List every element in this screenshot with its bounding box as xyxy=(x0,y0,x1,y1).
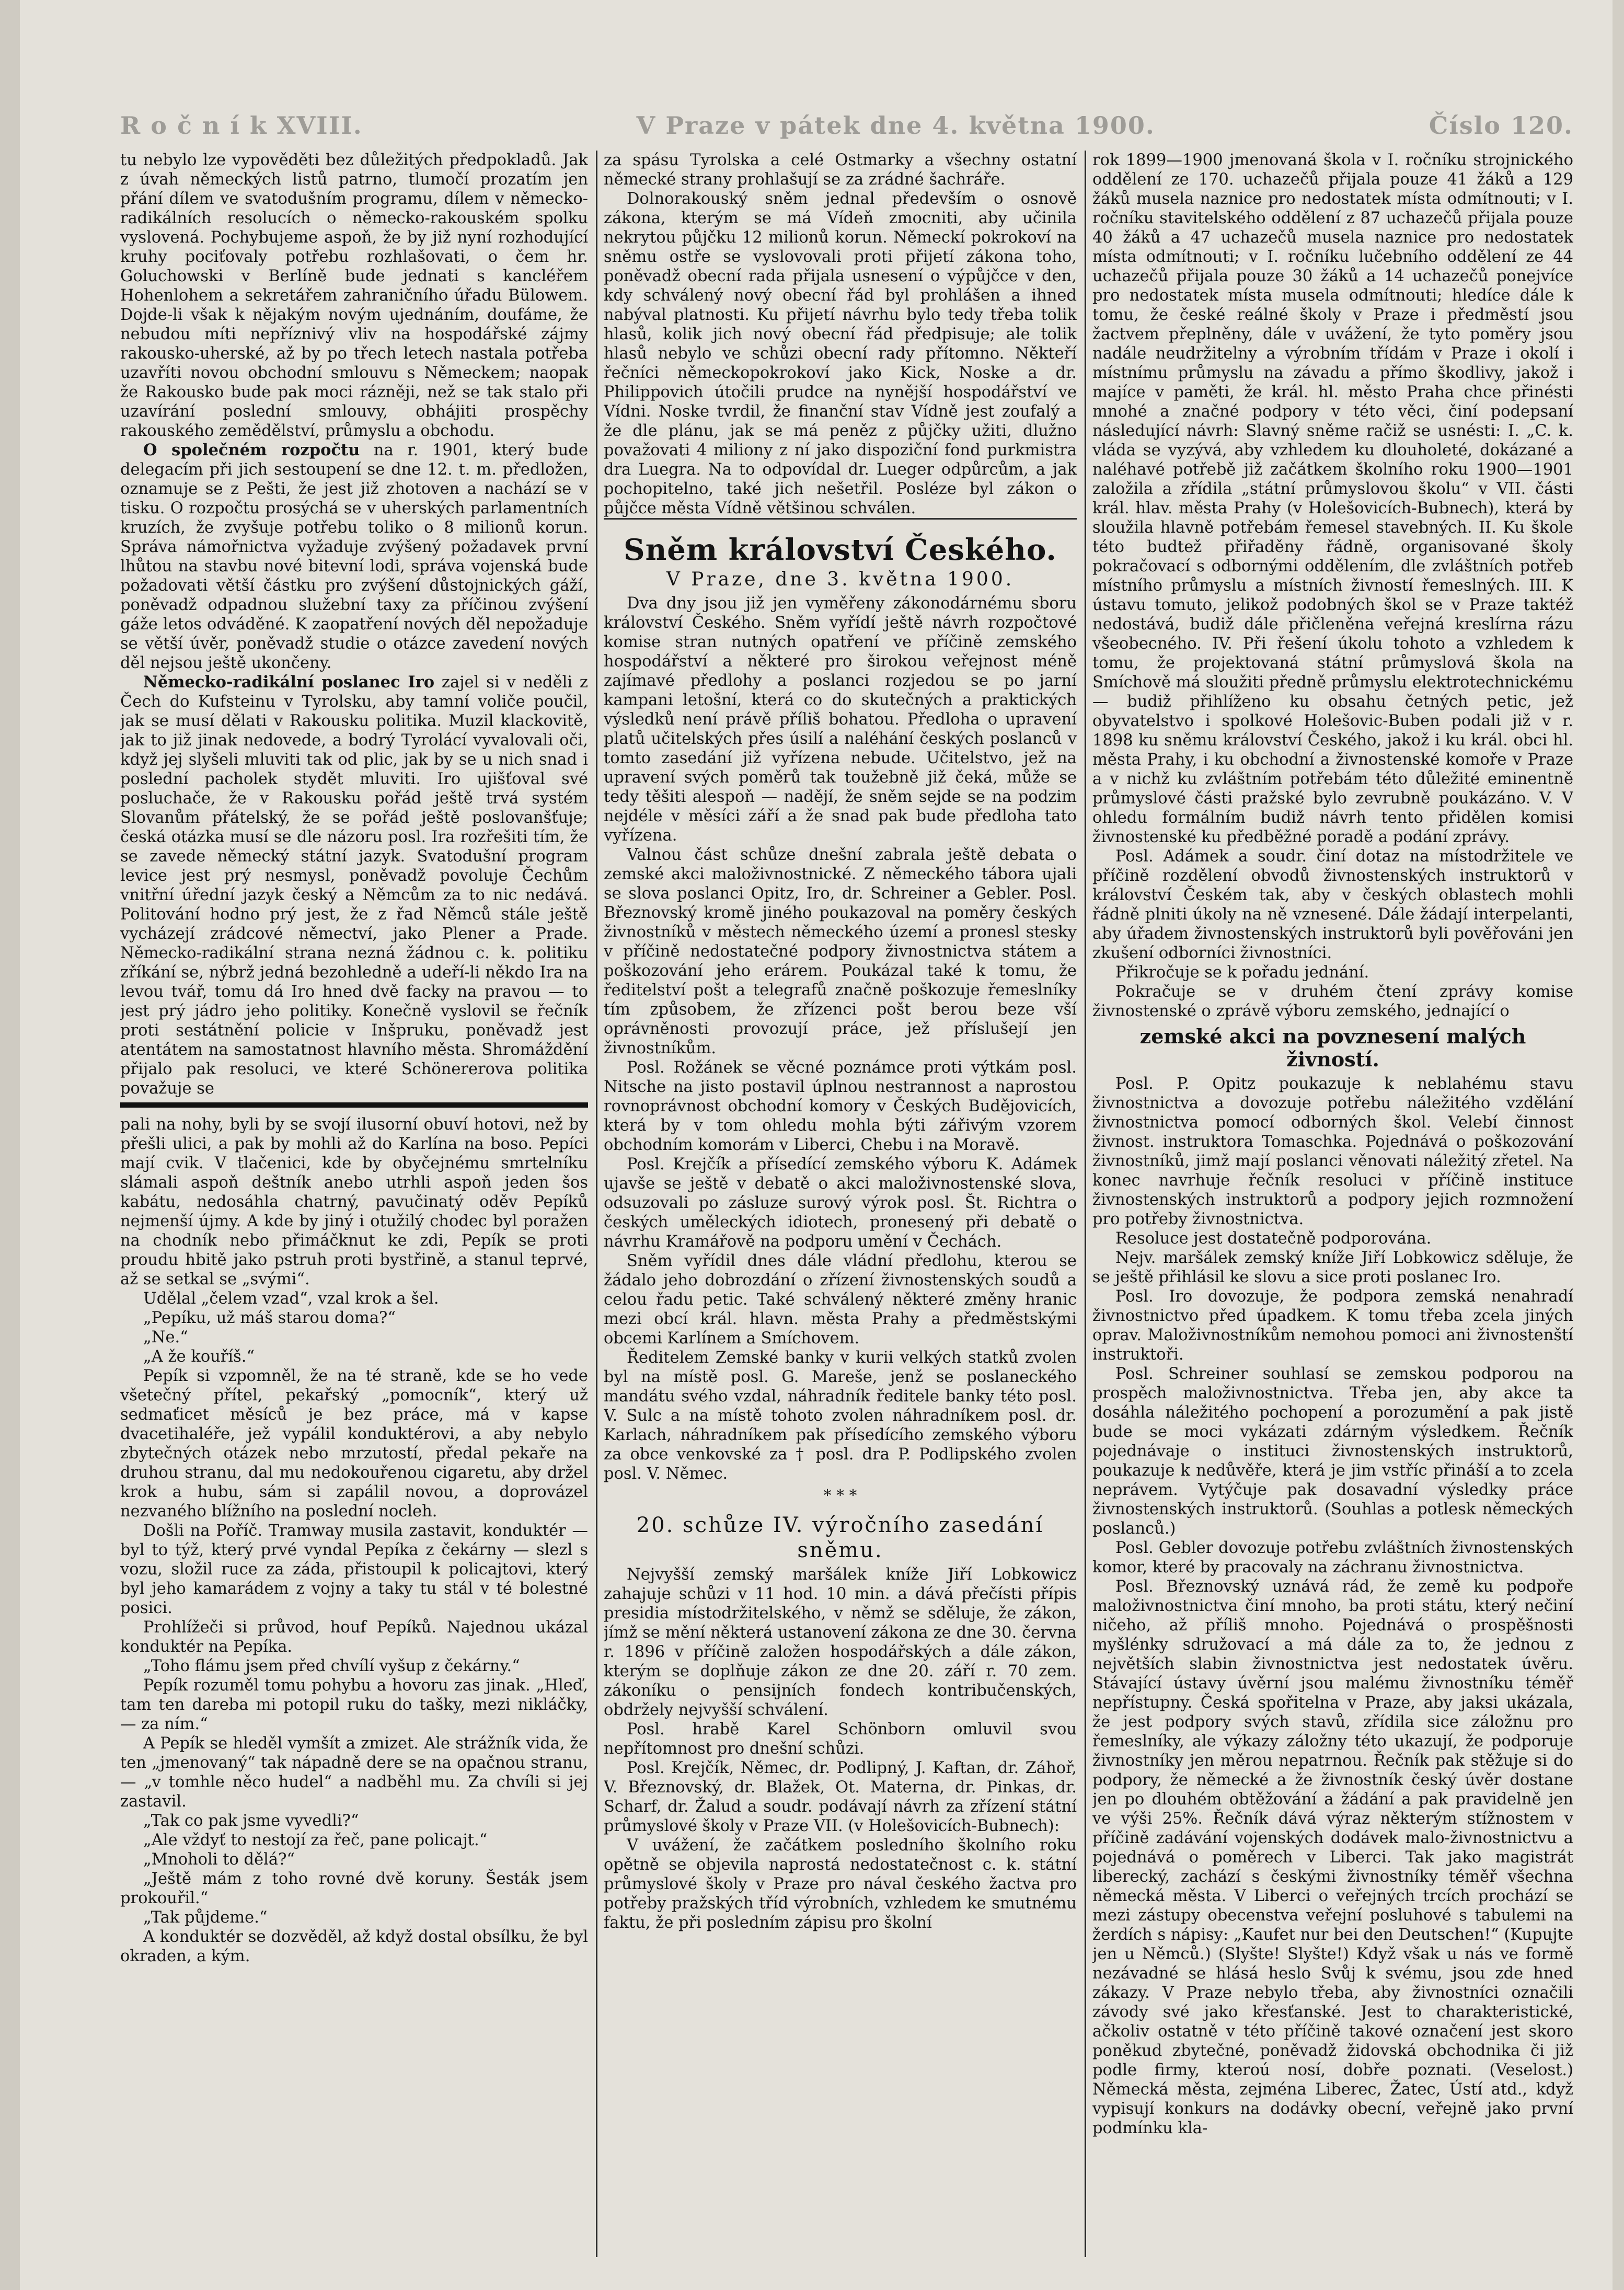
dialogue-line: „Toho flámu jsem před chvílí vyšup z čekárny.“ xyxy=(143,1657,520,1675)
paragraph: Dolnorakouský sněm jednal především o osnově zákona, kterým se má Vídeň zmocniti, aby učinila nekrytou půjčku 12 milionů korun. Německí pokrokoví na sněmu ostře se vyslovovali proti přijetí zákona toho, poněvadž obecní rada přijala usnesení o výpůjčce v den, kdy schválený nový obecní řád byl prohlášen a ihned nabýval platnosti. Ku přijetí návrhu bylo tedy třeba tolik hlasů, kolik jich nový obecní řád předpisuje; ale tolik hlasů nebylo ve schůzi obecní rady přítomno. Někteří řečníci německopokrokoví jako Kick, Noske a dr. Philippovich útočili prudce na nynější hospodářství ve Vídni. Noske tvrdil, že finanční stav Vídně jest zoufalý a že dle plánu, jak se má peněz z půjčky užiti, dlužno považovati 4 miliony z ní jako dispoziční fond purkmistra dra Luegra. Na to odpovídal dr. Lueger odpůrcům, a jak pochopitelno, také jich nešetřil. Posléze byl zákon o půjčce města Vídně většinou schválen. xyxy=(604,190,1077,517)
paragraph: Posl. Rožánek se věcné poznámce proti výtkám posl. Nitsche na jisto postavil úplnou nestrannost a naprostou rovnoprávnost obchodní komory v Českých Budějovicích, která by v tom ohledu mohla býti zářivým vzorem obchodním komorám v Liberci, Chebu i na Moravě. xyxy=(604,1058,1077,1154)
paragraph: Posl. Krejčík, Němec, dr. Podlipný, J. Kaftan, dr. Záhoř, V. Březnovský, dr. Blažek, Ot. Materna, dr. Pinkas, dr. Scharf, dr. Žalud a soudr. podávají návrh za zřízení státní průmyslové školy v Praze VII. (v Holešovicích-Bubnech): xyxy=(604,1759,1077,1835)
paragraph: Valnou část schůze dnešní zabrala ještě debata o zemské akci maloživnostnické. Z německého tábora ujali se slova poslanci Opitz, Iro, dr. Schreiner a Gebler. Posl. Březnovský kromě jiného poukazoval na poměry českých živnostníků v městech německého území a pronesl stesky v příčině nedostatečné podpory živnostnictva státem a poškozování jeho erárem. Poukázal také k tomu, že ředitelství pošt a telegrafů značně poškozuje řemeslníky tím způsobem, že zřízenci pošt berou beze vší oprávněnosti provozují práce, jež příslušejí jen živnostníkům. xyxy=(604,846,1077,1057)
paragraph: Ředitelem Zemské banky v kurii velkých statků zvolen byl na místě posl. G. Mareše, jenž se poslaneckého mandátu svého vzdal, náhradník ředitele banky této posl. V. Sulc a na místě tohoto zvolen náhradníkem posl. dr. Karlach, náhradníkem pak přísedícího zemského výboru za obce venkovské za † posl. dra P. Podlipského zvolen posl. V. Němec. xyxy=(604,1349,1077,1483)
paragraph: Pepík si vzpomněl, že na té straně, kde se ho vede všetečný přítel, pekařský „pomocník“, který už sedmaťicet měsíců je bez práce, má v kapse dvacetihaléře, jež vypálil konduktérovi, a aby nebylo zbytečných otázek nebo mrzutostí, předal pekaře na druhou stranu, dal mu nedokouřenou cigaretu, aby držel krok a hubu, sám si zapálil novou, a doprovázel nezvaného blížního na poslední nocleh. xyxy=(120,1367,588,1521)
paragraph: Přikročuje se k pořadu jednání. xyxy=(1115,963,1369,982)
dialogue-line: „Tak půjdeme.“ xyxy=(143,1908,268,1927)
paragraph: Posl. P. Opitz poukazuje k neblahému stavu živnostnictva a dovozuje potřebu náležitého vzdělání živnostnictva pomocí odborných škol. Velebí činnost živnost. instruktora Tomaschka. Pojednává o poškozování živnostníků, jimž mají poslanci věnovati náležitý zřetel. Na konec navrhuje řečník resoluci v příčině instituce živnostenských instruktorů a podpory jejich rozmnožení pro potřeby živnostnictva. xyxy=(1092,1075,1573,1228)
dialogue-line: „Ještě mám z toho rovné dvě koruny. Šesták jsem prokouřil.“ xyxy=(120,1870,588,1907)
feuilleton-divider xyxy=(120,1102,588,1108)
paragraph: Posl. Krejčík a přísedící zemského výboru K. Adámek ujavše se ještě v debatě o akci maloživnostenské slova, odsuzovali po zásluze surový výrok posl. Št. Richtra o českých uměleckých idiotech, pronesený při debatě o návrhu Kramářově na podporu umění v Čechách. xyxy=(604,1155,1077,1251)
section-headline: Sněm království Českého. xyxy=(624,533,1057,567)
session-heading: 20. schůze IV. výročního zasedání sněmu. xyxy=(636,1513,1044,1562)
paragraph: Posl. Gebler dovozuje potřebu zvláštních živnostenských komor, které by pracovaly na záchranu živnostnictva. xyxy=(1092,1539,1573,1576)
paragraph: Posl. Schreiner souhlasí se zemskou podporou na prospěch maloživnostnictva. Třeba jen, aby akce ta dosáhla náležitého pochopení a porozumění a pak jistě bude se moci vykázati zdárným výsledkem. Řečník pojednávaje o instituci živnostenských instruktorů, poukazuje k nedůvěře, která je jim vstříc přináší a to zcela neprávem. Vytýčuje pak dosavadní výsledky práce živnostenských instruktorů. (Souhlas a potlesk německých poslanců.) xyxy=(1092,1365,1573,1538)
paragraph: Nejvyšší zemský maršálek kníže Jiří Lobkowicz zahajuje schůzi v 11 hod. 10 min. a dává přečísti přípis presidia místodržitelského, v němž se sděluje, že zákon, jímž se mění některá ustanovení zákona ze dne 30. června r. 1896 v příčině založen hospodářských a dále zákon, kterým se doplňuje zákon ze dne 20. září r. 70 zem. zákoníku o pensijních fondech kontribučenských, obdržely nejvyšší schválení. xyxy=(604,1566,1077,1719)
column-rule xyxy=(1085,151,1086,2257)
paragraph: Prohlížeči si průvod, houf Pepíků. Najednou ukázal konduktér na Pepíka. xyxy=(120,1618,588,1656)
scan-right-edge xyxy=(1613,0,1624,2290)
column-3 xyxy=(1092,151,1573,2257)
paragraph: za spásu Tyrolska a celé Ostmarky a všechny ostatní německé strany prohlašují se za zrádné šachráře. xyxy=(604,151,1077,189)
column-1 xyxy=(120,151,588,2257)
paragraph: A Pepík se hleděl vymšít a zmizet. Ale strážník vida, že ten „jmenovaný“ tak nápadně dere se na opačnou stranu, — „v tomhle něco hudel“ a nadběhl mu. Za chvíli si jej zastavil. xyxy=(120,1734,588,1811)
dialogue-line: Udělal „čelem vzad“, vzal krok a šel. xyxy=(143,1290,439,1308)
paragraph: Došli na Poříč. Tramway musila zastavit, konduktér — byl to týž, který prvé vyndal Pepíka z čekárny — slezl s vozu, složil ruce za záda, přistoupil k policajtovi, který byl jeho kamarádem z vojny a taky tu stál v té bolestné posici. xyxy=(120,1522,588,1617)
scan-left-edge xyxy=(0,0,20,2290)
dialogue-line: „Ne.“ xyxy=(143,1328,188,1347)
section-stars: * * * xyxy=(823,1487,857,1505)
paragraph: Posl. hrabě Karel Schönborn omluvil svou nepřítomnost pro dnešní schůzi. xyxy=(604,1720,1077,1758)
subheading: zemské akci na povznesení malých živností. xyxy=(1139,1025,1526,1071)
paragraph-iro xyxy=(120,673,588,1098)
dialogue-line: „Mnoholi to dělá?“ xyxy=(143,1850,295,1869)
column-rule xyxy=(596,151,597,2257)
dialogue-line: „Ale vždyť to nestojí za řeč, pane policajt.“ xyxy=(143,1831,488,1849)
paragraph: Pepík rozuměl tomu pohybu a hovoru zas jinak. „Hleď, tam ten dareba mi potopil ruku do tašky, mezi nikláčky, — za ním.“ xyxy=(120,1676,588,1733)
running-head xyxy=(120,105,1573,146)
dateline: V Praze, dne 3. května 1900. xyxy=(666,569,1015,590)
section-divider xyxy=(604,518,1077,520)
paragraph-budget xyxy=(120,441,588,673)
paragraph-lead: O společném rozpočtu xyxy=(143,441,360,459)
newspaper-page xyxy=(120,105,1573,2258)
paragraph: rok 1899—1900 jmenovaná škola v I. ročníku strojnického oddělení ze 170. uchazečů přijala pouze 41 žáků a 129 žáků musela naznice pro nedostatek místa odmítnouti; v I. ročníku stavitelského oddělení z 87 uchazečů přijala pouze 40 žáků a 47 uchazečů musela naznice pro nedostatek místa odmítnouti; v I. ročníku lučebního oddělení ze 44 uchazečů přijala pouze 30 žáků a 14 uchazečů ponejvíce pro nedostatek místa musela odmítnouti; hledíce dále k tomu, že české reálné školy v Praze i předměstí jsou žactvem přeplněny, dále v uvážení, že tyto poměry jsou nadále neudržitelny a výrobním třídám v Praze i okolí i místnímu průmyslu na závadu a přímo škodlivy, jakož i majíce v paměti, že král. hl. město Praha chce přinésti mnohé a značné podpory v této věci, činí podepsaní následující návrh: Slavný sněme račiž se usnésti: I. „C. k. vláda se vyzývá, aby vzhledem ku dlouholeté, dokázané a naléhavé potřebě již začátkem školního roku 1900—1901 založila a zřídila „státní průmyslovou školu“ v VII. části král. hlav. města Prahy (v Holešovicích-Bubnech), která by sloužila hlavně potřebám řemesel stavebných. II. Ku škole této budtež přiřaděny řádně, organisované školy pokračovací s odbornými oddělením, dle zvláštních potřeb místního průmyslu a místních živností řemeslných. III. K ústavu tomuto, jelikož podobných škol se v Praze taktéž nedostává, budiž dále přičleněna veřejná kreslírna rázu všeobecného. IV. Při řešení úkolu tohoto a vzhledem k tomu, že projektovaná státní průmyslová škola na Smíchově má sloužiti předně průmyslu elektrotechnickému — budiž přihlíženo ku obsahu četných petic, jež obyvatelstvo i spolkové Holešovic-Buben podali již v r. 1898 ku sněmu království Českého, jakož i ku král. obci hl. města Prahy, i ku obchodní a živnostenské komoře v Praze a v nichž ku zvláštním potřebám této důležité eminentně průmyslové části pražské bylo zevrubně poukázáno. V. V ohledu formálním budiž návrh tento přidělen komisi živnostenské ku předběžné poradě a podání zprávy. xyxy=(1092,151,1573,846)
dialogue-line: „Tak co pak jsme vyvedli?“ xyxy=(143,1812,359,1830)
dialogue-line: „A že kouříš.“ xyxy=(143,1348,255,1366)
paragraph: Nejv. maršálek zemský kníže Jiří Lobkowicz sděluje, že se ještě přihlásil ke slovu a sice proti poslanec Iro. xyxy=(1092,1249,1573,1286)
volume-label: R o č n í k XVIII. xyxy=(120,111,363,140)
paragraph-text: zajel si v neděli z Čech do Kufsteinu v Tyrolsku, aby tamní voliče poučil, jak se musí dělati v Rakousku politika. Muzil klackovitě, jak to již jinak nedovede, a bodrý Tyrolácí vyvalovali oči, když jej slyšeli mluviti tak od plic, jak by se u nich snad i poslední pacholek stydět mluviti. Iro ujišťoval své posluchače, že v Rakousku pořád ještě trvá systém Slovanům přátelský, že se pořád ještě poslovanšťuje; česká otázka musí se dle názoru posl. Ira rozřešiti tím, že se zavede německý státní jazyk. Svatodušní program levice jest prý nesmysl, poněvadž povoluje Čechům vnitřní úřední jazyk český a Němcům za to nic nedává. Politování hodno prý jest, že z řad Němců stále ještě vycházejí zrádcové němectví, jako Plener a Prade. Německo-radikální strana nezná žádnou c. k. politiku zříkání se, nýbrž jedná bezohledně a udeří-li někdo Ira na levou tvář, tomu dá Iro hned dvě facky na pravou — to jest prý jádro jeho politiky. Konečně vyslovil se řečník proti sestátnění policie v Inšpruku, poněvadž jest atentátem na samostatnost hlavního města. Shromáždění přijalo pak resoluci, ve které Schönererova politika považuje se xyxy=(120,673,588,1098)
issue-number: Číslo 120. xyxy=(1429,111,1573,140)
paragraph: Posl. Iro dovozuje, že podpora zemská nenahradí živnostnictvo před úpadkem. K tomu třeba zcela jiných oprav. Maloživnostníkům nemohou pomoci ani živnostenští instruktoři. xyxy=(1092,1287,1573,1364)
paragraph: Sněm vyřídil dnes dále vládní předlohu, kterou se žádalo jeho dobrozdání o zřízení živnostenských soudů a celou řadu petic. Také schválený některé změny hranic mezi obcí král. hlavn. města Prahy a předměstskými obcemi Karlínem a Smíchovem. xyxy=(604,1252,1077,1348)
paragraph: Posl. Adámek a soudr. činí dotaz na místodržitele ve příčině rozdělení obvodů živnostenských instruktorů v království Českém tak, aby v českých oblastech mohli řádně plniti úkoly na ně vznesené. Dále žádají interpelanti, aby úřadem živnostenských instruktorů byli pověřováni jen zkušení odborníci živnostníci. xyxy=(1092,847,1573,962)
paragraph: pali na nohy, byli by se svojí ilusorní obuví hotovi, než by přešli ulici, a pak by mohli až do Karlína na boso. Pepíci mají cvik. V tlačenici, kde by obyčejnému smrtelníku slámali aspoň deštník anebo utrhli aspoň jeden šos kabátu, nedosáhla chatrný, pavučinatý oděv Pepíků nejmenší újmy. A kde by jiný i otužilý chodec byl poražen na chodník nebo přimáčknut ke zdi, Pepík se proti proudu hbitě jako pstruh proti bystřině, a stanul teprvé, až se setkal se „svými“. xyxy=(120,1115,588,1288)
paragraph: tu nebylo lze vypověděti bez důležitých předpokladů. Jak z úvah německých listů patrno, tlumočí prozatím jen přání dílem ve svatodušním programu, dílem v německo-radikálních resolucích o německo-rakouském spolku vyslovená. Pochybujeme aspoň, že by již nyní rozhodující kruhy pociťovaly potřebu rozhlašovati, o čem hr. Goluchowski v Berlíně bude jednati s kancléřem Hohenlohem a sekretářem zahraničního úřadu Bülowem. Dojde-li však k nějakým novým ujednáním, doufáme, že nebudou míti nepříznivý vliv na hospodářské zájmy rakousko-uherské, až by po třech letech nastala potřeba uzavříti novou obchodní smlouvu s Německem; naopak že Rakousko bude pak moci rázněji, než se tak stalo při uzavírání poslední smlouvy, obhájiti prospěchy rakouského zemědělství, průmyslu a obchodu. xyxy=(120,151,588,440)
paragraph-lead: Německo-radikální poslanec Iro xyxy=(143,673,435,692)
paragraph: V uvážení, že začátkem posledního školního roku opětně se objevila naprostá nedostatečnost c. k. státní průmyslové školy v Praze pro nával českého žactva pro potřeby pražských tříd výrobních, vzhledem ke smutnému faktu, že při posledním zápisu pro školní xyxy=(604,1836,1077,1932)
column-2 xyxy=(604,151,1077,2257)
paragraph: A konduktér se dozvěděl, až když dostal obsílku, že byl okraden, a kým. xyxy=(120,1928,588,1965)
paragraph: Dva dny jsou již jen vyměřeny zákonodárnému sboru království Českého. Sněm vyřídí ještě návrh rozpočtové komise stran nutných opatření ve příčině zemského hospodářství a některé pro širokou veřejnost méně zajímavé předlohy a poslanci rozjedou se po jarní kampani letošní, která co do skutečných a praktických výsledků není právě příliš bohatou. Předloha o upravení platů učitelských přes úsilí a naléhání českých poslanců v tomto zasedání již vyřízena nebude. Učitelstvo, jež na upravení svých poměrů tak toužebně již čeká, může se tedy těšiti alespoň — nadějí, že sněm sejde se na podzim nejdéle v měsíci září a že snad pak bude předloha tato vyřízena. xyxy=(604,594,1077,845)
paragraph: Resoluce jest dostatečně podporována. xyxy=(1115,1229,1432,1248)
paragraph: Posl. Březnovský uznává rád, že země ku podpoře maloživnostnictva činí mnoho, ba proti státu, který nečiní ničeho, až příliš mnoho. Pojednává o prospěšnosti myšlénky sdružovací a má dále za to, že jednou z největších slabin živnostnictva jest nedostatek úvěru. Stávající ústavy úvěrní jsou malému živnostníku téměř nepřístupny. Česká spořitelna v Praze, aby jaksi ukázala, že jest podpory svých stavů, zřídila sice záložnu pro řemeslníky, ale výkazy záložny této ukazují, že podporuje živnostníky jen měrou nepatrnou. Řečník pak stěžuje si do podpory, že německé a že živnostník český úvěr dostane jen po dlouhém obtěžování a žádání a pak pravidelně jen ve výši 25%. Řečník dává výraz některým stížnostem v příčině zadávání vojenských dodávek malo-živnostnictvu a pojednává o poměrech v Liberci. Tak jako magistrát liberecký, zachází s českými živnostníky téměř všechna německá města. V Liberci o veřejných trcích prochází se mezi zástupy obecenstva veřejní posluhové s tabulemi na žerdích s nápisy: „Kaufet nur bei den Deutschen!“ (Kupujte jen u Němců.) (Slyšte! Slyšte!) Když však u nás ve formě nezávadné se hlásá heslo Svůj k svému, jsou zde hned zákazy. V Praze nebylo třeba, aby živnostníci označili závody své jako křesťanské. Jest to charakteristické, ačkoliv ostatně v této příčině takové označení jest skoro poněkud zbytečné, poněvadž židovská obchodnika či již podle firmy, kteroú nosí, dobře poznati. (Veselost.) Německá města, zejména Liberec, Žatec, Ústí atd., když vypisují konkurs na dodávky obecní, veřejně jako první podmínku kla- xyxy=(1092,1578,1573,2137)
paragraph: Pokračuje se v druhém čtení zprávy komise živnostenské o zprávě výboru zemského, jednající o xyxy=(1092,983,1573,1020)
dialogue-line: „Pepíku, už máš starou doma?“ xyxy=(143,1309,396,1327)
paragraph-text: na r. 1901, který bude delegacím při jich sestoupení se dne 12. t. m. předložen, oznamuje se z Pešti, že jest již zhotoven a nachází se v tisku. O rozpočtu prosýchá se v uherských parlamentních kruzích, že zvyšuje potřebu toliko o 8 milionů korun. Správa námořnictva vyžaduje zvýšený požadavek první lhůtou na stavbu nové bitevní lodi, správa vojenská bude požadovati větší částku pro zvýšení důstojnických gáží, poněvadž odpadnou služební taxy za příčinou zvýšení gáže letos odváděné. K zaopatření nových děl nepožaduje se větší úvěr, poněvadž studie o otázce zavedení nových děl nejsou ještě ukončeny. xyxy=(120,441,588,672)
issue-date: V Praze v pátek dne 4. května 1900. xyxy=(636,111,1155,140)
